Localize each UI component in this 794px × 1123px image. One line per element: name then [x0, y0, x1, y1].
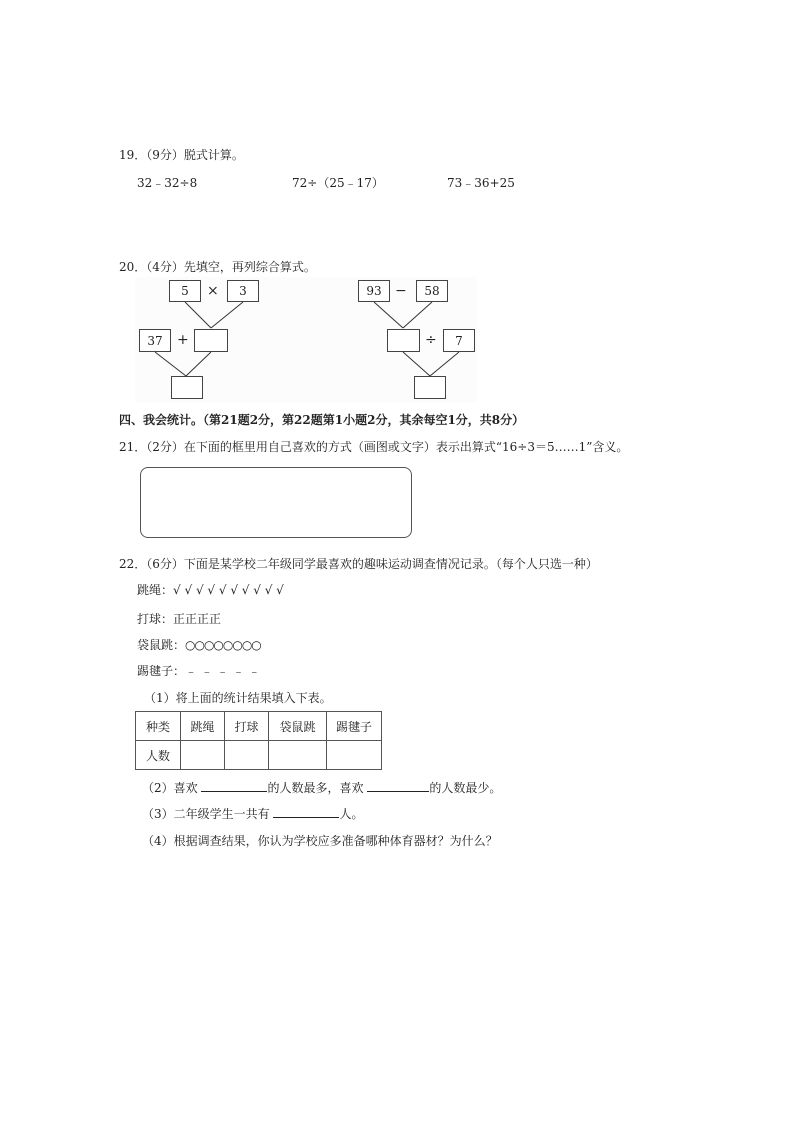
q22-sub-3-text-b: 人。 [339, 807, 364, 821]
left-op-multiply: × [207, 283, 219, 299]
answer-blank-least[interactable] [367, 779, 429, 792]
right-op-divide: ÷ [425, 332, 437, 348]
right-box-a: 93 [358, 280, 390, 302]
left-op-plus: + [177, 332, 189, 348]
record-label: 跳绳： [137, 583, 174, 597]
record-ball [137, 610, 221, 627]
q19-expr-3: 73﹣36+25 [447, 176, 515, 190]
right-op-minus: − [395, 283, 407, 299]
right-answer-box-1[interactable] [387, 329, 420, 352]
stats-table [135, 711, 382, 770]
table-header-row [136, 712, 382, 741]
q22-sub-2-text-c: 的人数最少。 [429, 781, 502, 795]
q21-answer-box[interactable] [140, 467, 412, 538]
table-header-cell: 打球 [225, 712, 269, 741]
q19-expr-2: 72÷（25﹣17） [292, 176, 384, 190]
record-marks: √ √ √ √ √ √ √ √ √ √ [173, 583, 284, 597]
left-box-b: 3 [227, 280, 259, 302]
table-input-cell[interactable] [327, 741, 382, 770]
left-answer-box-1[interactable] [194, 329, 228, 352]
q22-sub-3-text-a: （3）二年级学生一共有 [142, 807, 270, 821]
left-box-c: 37 [139, 329, 171, 352]
record-jump-rope [137, 581, 284, 598]
q21-title: 21．（2分）在下面的框里用自己喜欢的方式（画图或文字）表示出算式“16÷3＝5……1”含义。 [119, 440, 629, 454]
right-answer-box-2[interactable] [414, 376, 446, 399]
section-4-title: 四、我会统计。（第21题2分，第22题第1小题2分，其余每空1分，共8分） [119, 413, 525, 427]
table-row-label: 人数 [136, 741, 181, 770]
record-shuttlecock [137, 662, 260, 679]
record-marks: ○○○○○○○○ [185, 638, 261, 652]
record-marks: 正正正正 [173, 612, 222, 626]
table-input-cell[interactable] [181, 741, 225, 770]
table-header-cell: 袋鼠跳 [269, 712, 327, 741]
q22-sub-4: （4）根据调查结果，你认为学校应多准备哪种体育器材？为什么？ [142, 834, 498, 848]
record-label: 打球： [137, 612, 174, 626]
q22-sub-2-text-b: 的人数最多，喜欢 [267, 781, 364, 795]
q22-sub-2 [142, 779, 501, 796]
table-input-cell[interactable] [269, 741, 327, 770]
table-header-cell: 跳绳 [181, 712, 225, 741]
q19-title: 19．（9分）脱式计算。 [119, 148, 244, 162]
record-label: 袋鼠跳： [137, 638, 186, 652]
table-header-cell: 种类 [136, 712, 181, 741]
table-input-cell[interactable] [225, 741, 269, 770]
record-kangaroo-jump [137, 636, 261, 653]
q22-title: 22．（6分）下面是某学校二年级同学最喜欢的趣味运动调查情况记录。（每个人只选一种） [119, 557, 598, 571]
left-box-a: 5 [169, 280, 201, 302]
q22-sub-2-text-a: （2）喜欢 [142, 781, 198, 795]
answer-blank-total[interactable] [273, 805, 339, 818]
q22-sub-3 [142, 805, 363, 822]
table-row [136, 741, 382, 770]
right-box-c: 7 [443, 329, 475, 352]
answer-blank-most[interactable] [201, 779, 267, 792]
record-marks: ﹣ ﹣ ﹣ ﹣ ﹣ [185, 664, 261, 678]
left-answer-box-2[interactable] [171, 376, 203, 399]
q19-expr-1: 32﹣32÷8 [137, 176, 198, 190]
record-label: 踢毽子： [137, 664, 186, 678]
right-box-b: 58 [416, 280, 448, 302]
q22-sub-1: （1）将上面的统计结果填入下表。 [144, 691, 332, 705]
table-header-cell: 踢毽子 [327, 712, 382, 741]
q20-title: 20．（4分）先填空，再列综合算式。 [119, 260, 316, 274]
